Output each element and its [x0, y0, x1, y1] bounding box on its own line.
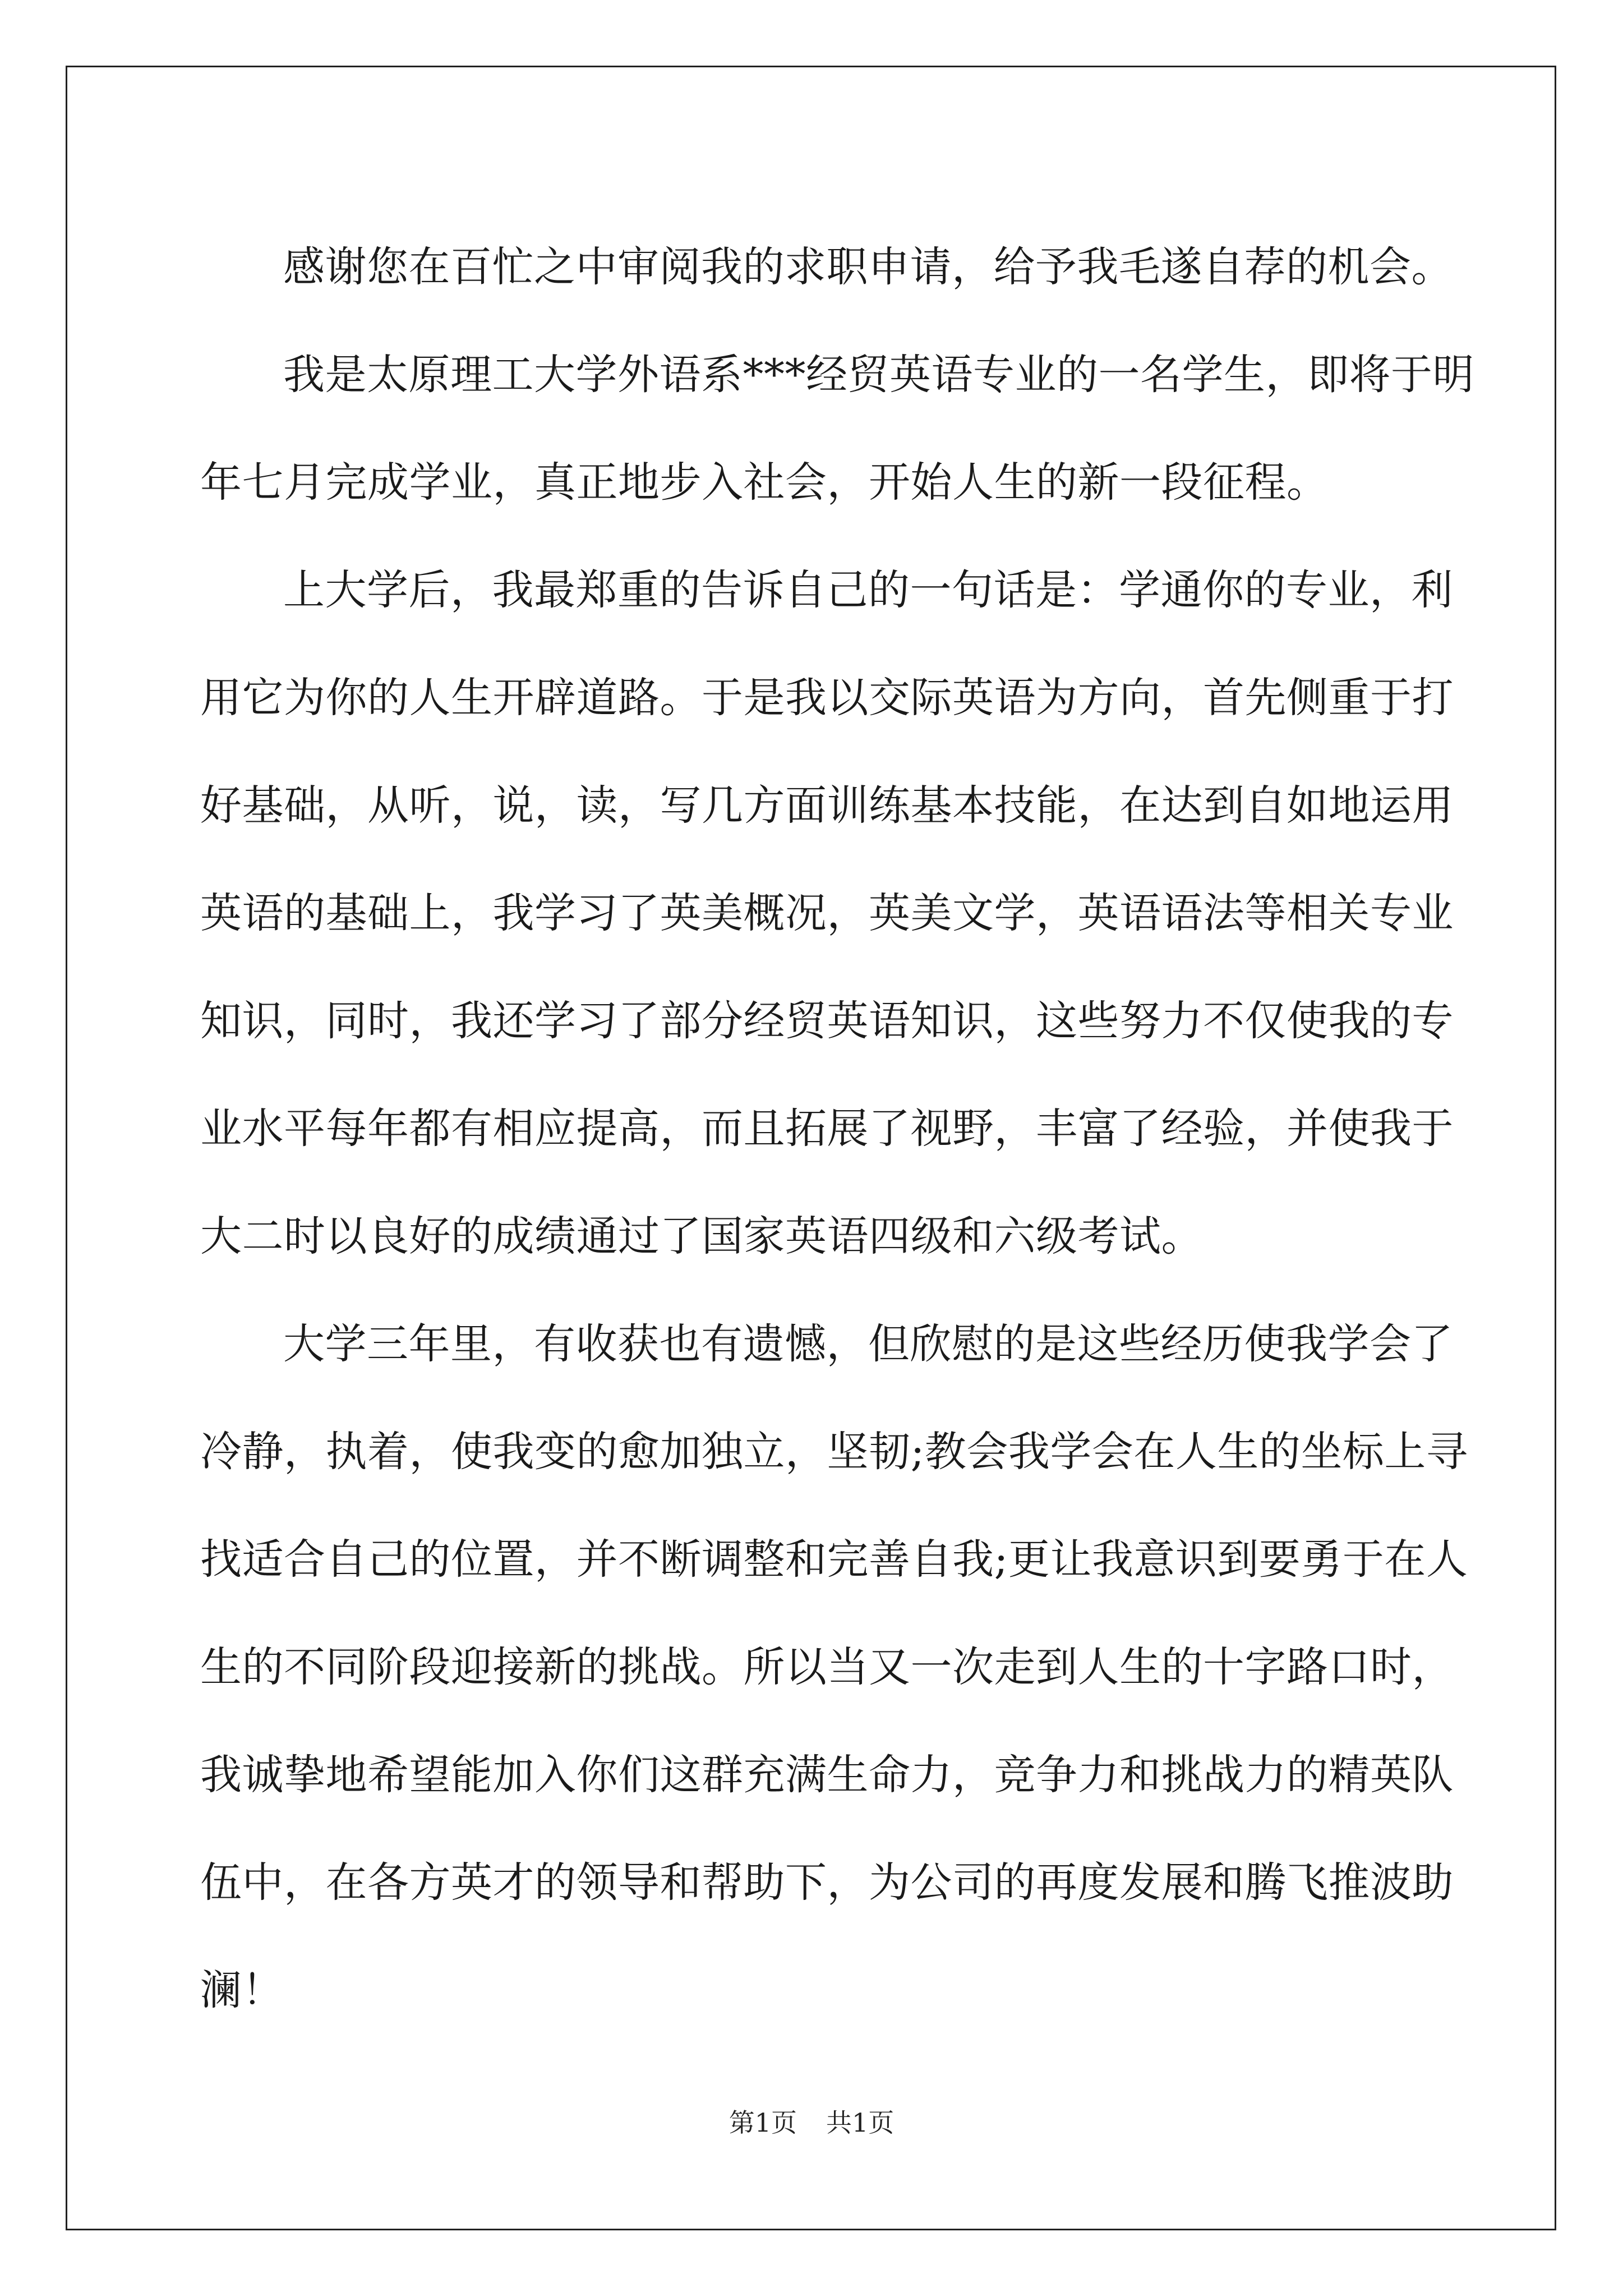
text-line: 我诚挚地希望能加入你们这群充满生命力，竞争力和挑战力的精英队	[200, 1751, 1454, 1799]
text-line: 年七月完成学业，真正地步入社会，开始人生的新一段征程。	[200, 458, 1329, 507]
text-line: 业水平每年都有相应提高，而且拓展了视野，丰富了经验，并使我于	[200, 1105, 1454, 1153]
text-line: 找适合自己的位置，并不断调整和完善自我;更让我意识到要勇于在人	[200, 1535, 1468, 1584]
text-line: 生的不同阶段迎接新的挑战。所以当又一次走到人生的十字路口时，	[200, 1643, 1454, 1691]
text-line: 冷静，执着，使我变的愈加独立，坚韧;教会我学会在人生的坐标上寻	[200, 1428, 1468, 1476]
text-line: 我是太原理工大学外语系***经贸英语专业的一名学生，即将于明	[283, 351, 1474, 399]
page-number: 第1页	[728, 2108, 797, 2138]
text-line: 用它为你的人生开辟道路。于是我以交际英语为方向，首先侧重于打	[200, 674, 1454, 722]
text-line: 英语的基础上，我学习了英美概况，英美文学，英语语法等相关专业	[200, 889, 1454, 937]
page-total: 共1页	[826, 2108, 895, 2138]
text-line: 大二时以良好的成绩通过了国家英语四级和六级考试。	[200, 1212, 1203, 1260]
text-line: 澜！	[200, 1966, 284, 2014]
paragraph-3	[200, 536, 1454, 1290]
paragraph-4	[200, 1290, 1468, 2044]
page-footer	[0, 2106, 1623, 2139]
paragraph-2	[200, 321, 1474, 536]
letter-body	[200, 213, 1474, 2044]
text-line: 上大学后，我最郑重的告诉自己的一句话是：学通你的专业，利	[283, 566, 1453, 614]
text-line: 感谢您在百忙之中审阅我的求职申请，给予我毛遂自荐的机会。	[283, 243, 1453, 291]
text-line: 知识，同时，我还学习了部分经贸英语知识，这些努力不仅使我的专	[200, 997, 1454, 1045]
text-line: 好基础，从听，说，读，写几方面训练基本技能，在达到自如地运用	[200, 781, 1454, 830]
text-line: 伍中，在各方英才的领导和帮助下，为公司的再度发展和腾飞推波助	[200, 1858, 1454, 1907]
paragraph-1	[200, 213, 1453, 321]
text-line: 大学三年里，有收获也有遗憾，但欣慰的是这些经历使我学会了	[283, 1320, 1453, 1368]
